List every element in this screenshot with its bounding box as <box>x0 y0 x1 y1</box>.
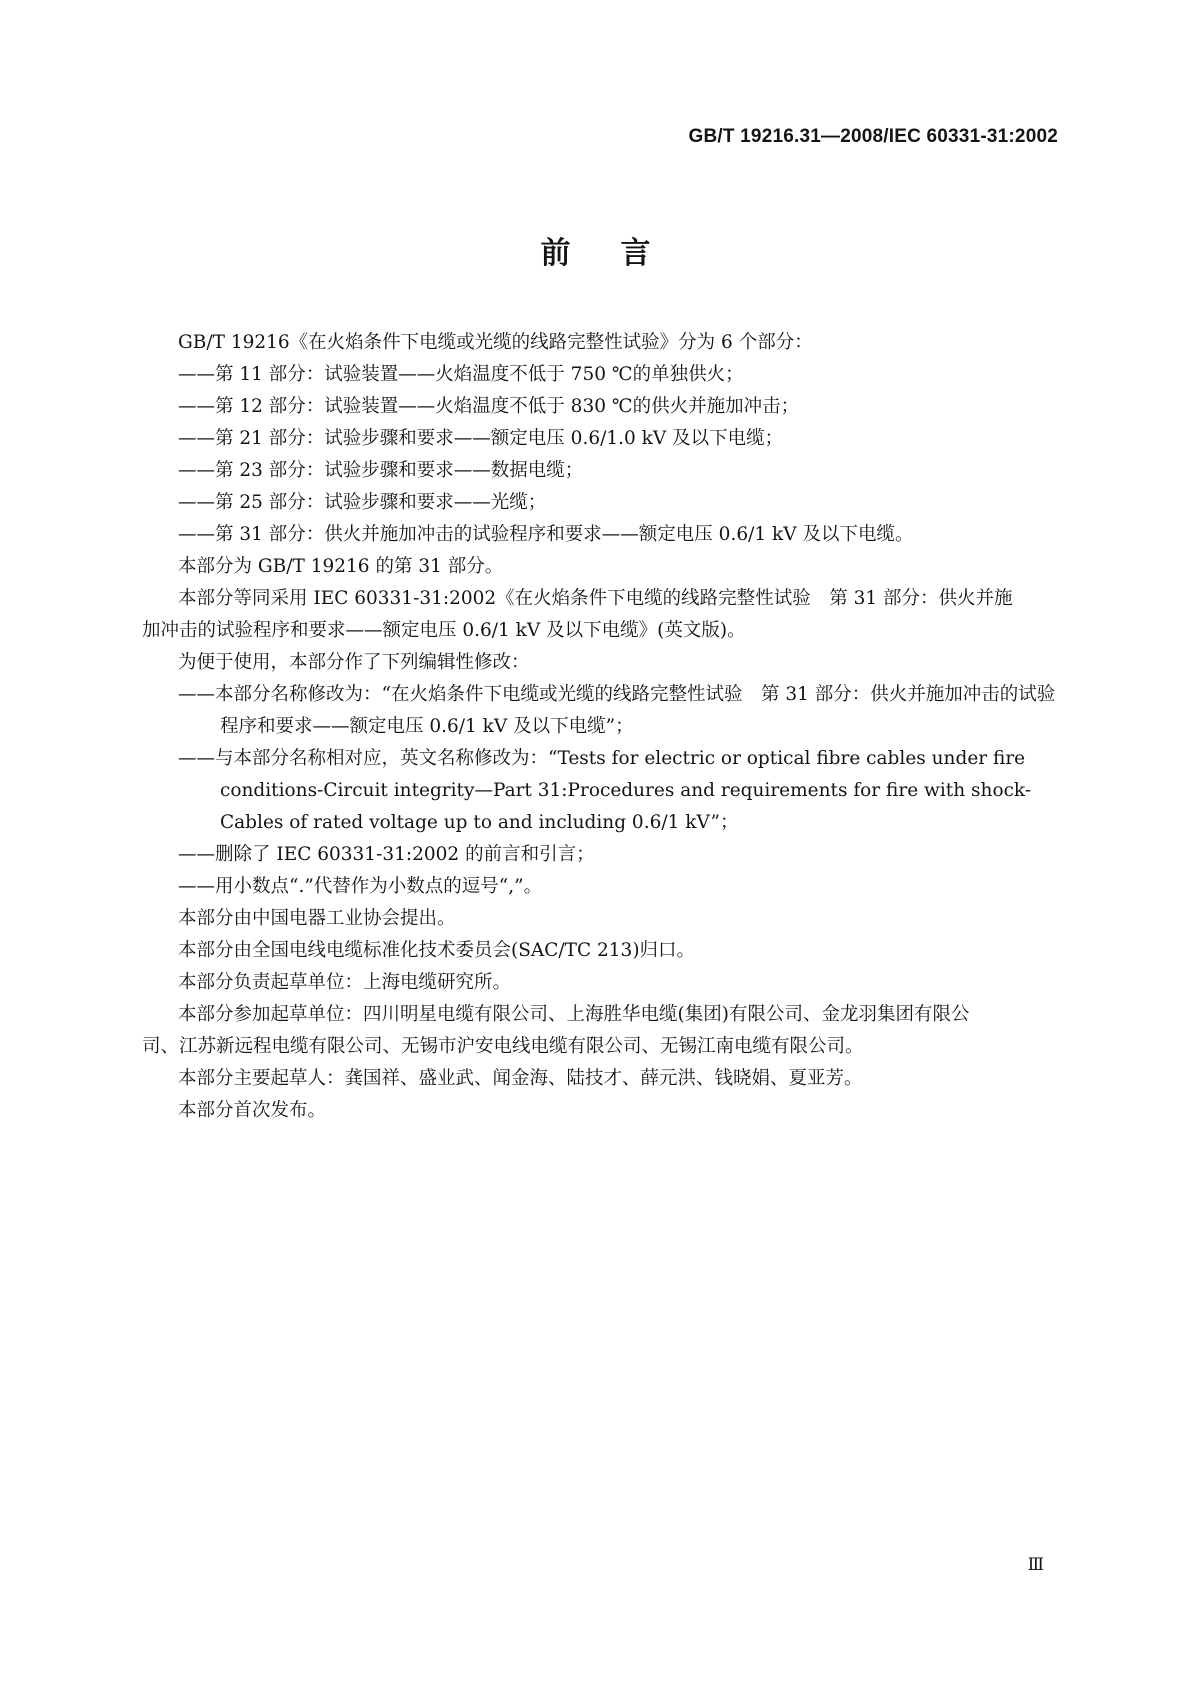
part-list-item: ——第 23 部分：试验步骤和要求——数据电缆； <box>178 460 584 481</box>
intro-paragraph: GB/T 19216《在火焰条件下电缆或光缆的线路完整性试验》分为 6 个部分： <box>178 332 813 353</box>
part-list-item: ——第 21 部分：试验步骤和要求——额定电压 0.6/1.0 kV 及以下电缆； <box>178 428 784 449</box>
first-issue: 本部分首次发布。 <box>178 1100 327 1121</box>
page-title: 前言 <box>540 236 701 271</box>
edit-list-item: ——与本部分名称相对应，英文名称修改为：“Tests for electric or optical fibre cables under fire conditions-Circuit integrity—Part 31:Procedures and requirements for fire with shock-Cables of rated voltage up to and including 0.6/1 kV”； <box>178 748 1032 833</box>
participants-line-1: 本部分参加起草单位：四川明星电缆有限公司、上海胜华电缆(集团)有限公司、金龙羽集团有限公 <box>178 1004 970 1025</box>
page-number: Ⅲ <box>1027 1555 1044 1574</box>
participants-line-2: 司、江苏新远程电缆有限公司、无锡市沪安电线电缆有限公司、无锡江南电缆有限公司。 <box>142 1036 864 1057</box>
proposed-by: 本部分由中国电器工业协会提出。 <box>178 908 456 929</box>
part-list-item: ——第 11 部分：试验装置——火焰温度不低于 750 ℃的单独供火； <box>178 364 744 385</box>
preface-body <box>142 327 1062 1127</box>
part-list-item: ——第 31 部分：供火并施加冲击的试验程序和要求——额定电压 0.6/1 kV 及以下电缆。 <box>178 524 914 545</box>
equivalence-line-1: 本部分等同采用 IEC 60331-31:2002《在火焰条件下电缆的线路完整性试验 第 31 部分：供火并施 <box>178 588 1013 609</box>
equivalence-line-2: 加冲击的试验程序和要求——额定电压 0.6/1 kV 及以下电缆》(英文版)。 <box>142 620 746 641</box>
part-list-item: ——第 25 部分：试验步骤和要求——光缆； <box>178 492 547 513</box>
part-list-item: ——第 12 部分：试验装置——火焰温度不低于 830 ℃的供火并施加冲击； <box>178 396 800 417</box>
part-statement: 本部分为 GB/T 19216 的第 31 部分。 <box>178 556 504 577</box>
standard-code-header: GB/T 19216.31—2008/IEC 60331-31:2002 <box>688 126 1058 147</box>
drafters: 本部分主要起草人：龚国祥、盛业武、闻金海、陆技才、薛元洪、钱晓娟、夏亚芳。 <box>178 1068 863 1089</box>
centralized-by: 本部分由全国电线电缆标准化技术委员会(SAC/TC 213)归口。 <box>178 940 696 961</box>
drafted-by: 本部分负责起草单位：上海电缆研究所。 <box>178 972 512 993</box>
edit-list-item: ——用小数点“.”代替作为小数点的逗号“,”。 <box>178 876 543 897</box>
edit-intro: 为便于使用，本部分作了下列编辑性修改： <box>178 652 530 673</box>
edit-list-item: ——本部分名称修改为：“在火焰条件下电缆或光缆的线路完整性试验 第 31 部分：供火并施加冲击的试验程序和要求——额定电压 0.6/1 kV 及以下电缆”； <box>178 684 1056 737</box>
edit-list-item: ——删除了 IEC 60331-31:2002 的前言和引言； <box>178 844 595 865</box>
